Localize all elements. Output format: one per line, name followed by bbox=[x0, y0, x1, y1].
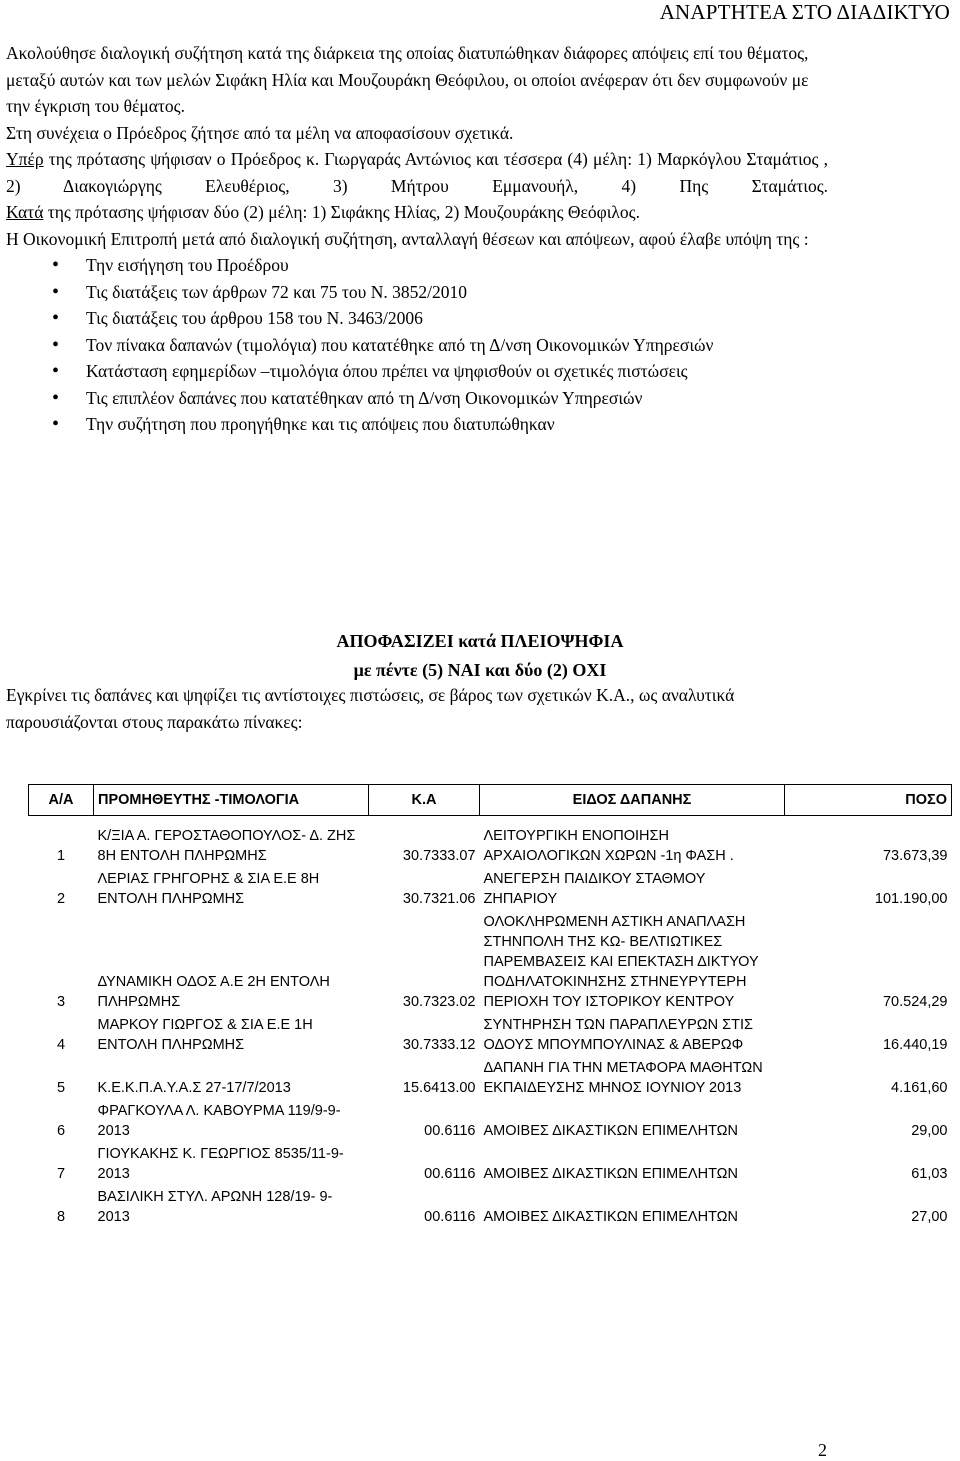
votes-for-text: της πρότασης ψήφισαν ο Πρόεδρος κ. Γιωργαράς Αντώνιος και τέσσερα (4) μέλη: 1) Μαρκόγλου Σταμάτιος , 2) Διακογιώργης Ελευθέριος, 3) Μήτρου Εμμανουήλ, 4) Πης Σταμάτιος. bbox=[6, 149, 828, 196]
table-row bbox=[29, 1144, 952, 1187]
table-row bbox=[29, 912, 952, 1015]
table-row bbox=[29, 1058, 952, 1101]
votes-for-label: Υπέρ bbox=[6, 149, 44, 169]
cell-aa: 5 bbox=[56, 1080, 66, 1096]
cell-supplier: ΛΕΡΙΑΣ ΓΡΗΓΟΡΗΣ & ΣΙΑ Ε.Ε 8Η ΕΝΤΟΛΗ ΠΛΗΡΩΜΗΣ bbox=[97, 871, 320, 907]
cell-expense-type: ΛΕΙΤΟΥΡΓΙΚΗ ΕΝΟΠΟΙΗΣΗ ΑΡΧΑΙΟΛΟΓΙΚΩΝ ΧΩΡΩΝ -1η ΦΑΣΗ . bbox=[483, 828, 734, 864]
cell-expense-type: ΔΑΠΑΝΗ ΓΙΑ ΤΗΝ ΜΕΤΑΦΟΡΑ ΜΑΘΗΤΩΝ ΕΚΠΑΙΔΕΥΣΗΣ ΜΗΝΟΣ ΙΟΥΝΙΟΥ 2013 bbox=[483, 1060, 763, 1096]
column-header-expense-type: ΕΙΔΟΣ ΔΑΠΑΝΗΣ bbox=[480, 785, 785, 816]
cell-expense-type: ΑΝΕΓΕΡΣΗ ΠΑΙΔΙΚΟΥ ΣΤΑΘΜΟΥ ΖΗΠΑΡΙΟΥ bbox=[483, 871, 706, 907]
cell-supplier: ΦΡΑΓΚΟΥΛΑ Λ. ΚΑΒΟΥΡΜΑ 119/9-9-2013 bbox=[97, 1103, 341, 1139]
expense-table bbox=[28, 784, 952, 1230]
table-row bbox=[29, 1187, 952, 1230]
table-header-row bbox=[29, 785, 952, 816]
cell-amount: 70.524,29 bbox=[882, 994, 948, 1010]
column-header-ka: Κ.Α bbox=[369, 785, 480, 816]
cell-supplier: Κ.Ε.Κ.Π.Α.Υ.Α.Σ 27-17/7/2013 bbox=[97, 1080, 291, 1096]
cell-ka: 00.6116 bbox=[424, 1209, 476, 1225]
cell-ka: 30.7333.07 bbox=[402, 848, 476, 864]
decision-line-2: με πέντε (5) ΝΑΙ και δύο (2) ΟΧΙ bbox=[353, 660, 607, 680]
list-item: • Τις επιπλέον δαπάνες που κατατέθηκαν από τη Δ/νση Οικονομικών Υπηρεσιών bbox=[6, 385, 828, 412]
cell-supplier: ΔΥΝΑΜΙΚΗ ΟΔΟΣ Α.Ε 2Η ΕΝΤΟΛΗ ΠΛΗΡΩΜΗΣ bbox=[97, 974, 330, 1010]
cell-supplier: Κ/ΞΙΑ Α. ΓΕΡΟΣΤΑΘΟΠΟΥΛΟΣ- Δ. ΖΗΣ 8Η ΕΝΤΟΛΗ ΠΛΗΡΩΜΗΣ bbox=[97, 828, 356, 864]
votes-against-text: της πρότασης ψήφισαν δύο (2) μέλη: 1) Σιφάκης Ηλίας, 2) Μουζουράκης Θεόφιλος. bbox=[43, 202, 640, 222]
cell-amount: 29,00 bbox=[911, 1123, 948, 1139]
cell-ka: 30.7323.02 bbox=[402, 994, 476, 1010]
cell-amount: 61,03 bbox=[911, 1166, 948, 1182]
cell-amount: 27,00 bbox=[911, 1209, 948, 1225]
posted-online-label: ΑΝΑΡΤΗΤΕΑ ΣΤΟ ΔΙΑΔΙΚΤΥΟ bbox=[659, 0, 950, 24]
cell-aa: 7 bbox=[56, 1166, 66, 1182]
considerations-list bbox=[6, 252, 828, 438]
cell-aa: 8 bbox=[56, 1209, 66, 1225]
votes-against-paragraph bbox=[6, 199, 828, 226]
cell-expense-type: ΑΜΟΙΒΕΣ ΔΙΚΑΣΤΙΚΩΝ ΕΠΙΜΕΛΗΤΩΝ bbox=[483, 1209, 738, 1225]
cell-expense-type: ΣΥΝΤΗΡΗΣΗ ΤΩΝ ΠΑΡΑΠΛΕΥΡΩΝ ΣΤΙΣ ΟΔΟΥΣ ΜΠΟΥΜΠΟΥΛΙΝΑΣ & ΑΒΕΡΩΦ bbox=[483, 1017, 753, 1053]
cell-amount: 16.440,19 bbox=[882, 1037, 948, 1053]
list-item: • Τις διατάξεις του άρθρου 158 του Ν. 3463/2006 bbox=[6, 305, 828, 332]
decision-line-1: ΑΠΟΦΑΣΙΖΕΙ κατά ΠΛΕΙΟΨΗΦΙΑ bbox=[336, 631, 624, 651]
cell-expense-type: ΟΛΟΚΛΗΡΩΜΕΝΗ ΑΣΤΙΚΗ ΑΝΑΠΛΑΣΗ ΣΤΗΝΠΟΛΗ ΤΗΣ ΚΩ- ΒΕΛΤΙΩΤΙΚΕΣ ΠΑΡΕΜΒΑΣΕΙΣ ΚΑΙ ΕΠΕΚΤΑΣΗ ΔΙΚΤΥΟΥ ΠΟΔΗΛΑΤΟΚΙΝΗΣΗΣ ΣΤΗΝΕΥΡΥΤΕΡΗ ΠΕΡΙΟΧΗ ΤΟΥ ΙΣΤΟΡΙΚΟΥ ΚΕΝΤΡΟΥ bbox=[483, 914, 759, 1010]
cell-amount: 73.673,39 bbox=[882, 848, 948, 864]
table-row bbox=[29, 1015, 952, 1058]
cell-ka: 00.6116 bbox=[424, 1123, 476, 1139]
column-header-amount: ΠΟΣΟ bbox=[785, 785, 952, 816]
column-header-supplier: ΠΡΟΜΗΘΕΥΤΗΣ -ΤΙΜΟΛΟΓΙΑ bbox=[94, 785, 369, 816]
cell-supplier: ΒΑΣΙΛΙΚΗ ΣΤΥΛ. ΑΡΩΝΗ 128/19- 9-2013 bbox=[97, 1189, 333, 1225]
votes-for-paragraph bbox=[6, 146, 828, 199]
list-item: • Την εισήγηση του Προέδρου bbox=[6, 252, 828, 279]
discussion-paragraph: Ακολούθησε διαλογική συζήτηση κατά της διάρκεια της οποίας διατυπώθηκαν διάφορες απόψεις επί του θέματος, μεταξύ αυτών και των μελών Σιφάκη Ηλία και Μουζουράκη Θεόφιλου, οι οποίοι ανέφεραν ότι δεν συμφωνούν με την έγκριση του θέματος. bbox=[6, 43, 809, 116]
cell-expense-type: ΑΜΟΙΒΕΣ ΔΙΚΑΣΤΙΚΩΝ ΕΠΙΜΕΛΗΤΩΝ bbox=[483, 1123, 738, 1139]
cell-aa: 4 bbox=[56, 1037, 66, 1053]
table-row bbox=[29, 869, 952, 912]
cell-amount: 101.190,00 bbox=[874, 891, 948, 907]
cell-ka: 30.7321.06 bbox=[402, 891, 476, 907]
list-item: • Τον πίνακα δαπανών (τιμολόγια) που κατατέθηκε από τη Δ/νση Οικονομικών Υπηρεσιών bbox=[6, 332, 828, 359]
cell-supplier: ΓΙΟΥΚΑΚΗΣ Κ. ΓΕΩΡΓΙΟΣ 8535/11-9-2013 bbox=[97, 1146, 344, 1182]
cell-expense-type: ΑΜΟΙΒΕΣ ΔΙΚΑΣΤΙΚΩΝ ΕΠΙΜΕΛΗΤΩΝ bbox=[483, 1166, 738, 1182]
table-row bbox=[29, 816, 952, 870]
cell-amount: 4.161,60 bbox=[891, 1080, 948, 1096]
cell-aa: 1 bbox=[56, 848, 66, 864]
committee-paragraph: Η Οικονομική Επιτροπή μετά από διαλογική συζήτηση, ανταλλαγή θέσεων και απόψεων, αφού έλαβε υπόψη της : bbox=[6, 228, 809, 249]
cell-ka: 00.6116 bbox=[424, 1166, 476, 1182]
cell-ka: 15.6413.00 bbox=[402, 1080, 476, 1096]
votes-against-label: Κατά bbox=[6, 202, 44, 222]
list-item: • Την συζήτηση που προηγήθηκε και τις απόψεις που διατυπώθηκαν bbox=[6, 411, 828, 438]
cell-supplier: ΜΑΡΚΟΥ ΓΙΩΡΓΟΣ & ΣΙΑ Ε.Ε 1Η ΕΝΤΟΛΗ ΠΛΗΡΩΜΗΣ bbox=[97, 1017, 313, 1053]
cell-ka: 30.7333.12 bbox=[402, 1037, 476, 1053]
cell-aa: 3 bbox=[56, 994, 66, 1010]
table-row bbox=[29, 1101, 952, 1144]
discussion-section bbox=[6, 40, 828, 438]
list-item: • Κατάσταση εφημερίδων –τιμολόγια όπου πρέπει να ψηφισθούν οι σχετικές πιστώσεις bbox=[6, 358, 828, 385]
cell-aa: 6 bbox=[56, 1123, 66, 1139]
vote-request-paragraph: Στη συνέχεια ο Πρόεδρος ζήτησε από τα μέλη να αποφασίσουν σχετικά. bbox=[6, 122, 514, 143]
list-item: • Τις διατάξεις των άρθρων 72 και 75 του Ν. 3852/2010 bbox=[6, 279, 828, 306]
approval-paragraph: Εγκρίνει τις δαπάνες και ψηφίζει τις αντίστοιχες πιστώσεις, σε βάρος των σχετικών Κ.Α., ως αναλυτικά παρουσιάζονται στους παρακάτω πίνακες: bbox=[6, 685, 735, 732]
decision-heading bbox=[0, 627, 960, 685]
column-header-aa: Α/Α bbox=[29, 785, 94, 816]
cell-aa: 2 bbox=[56, 891, 66, 907]
page-number: 2 bbox=[818, 1440, 827, 1460]
